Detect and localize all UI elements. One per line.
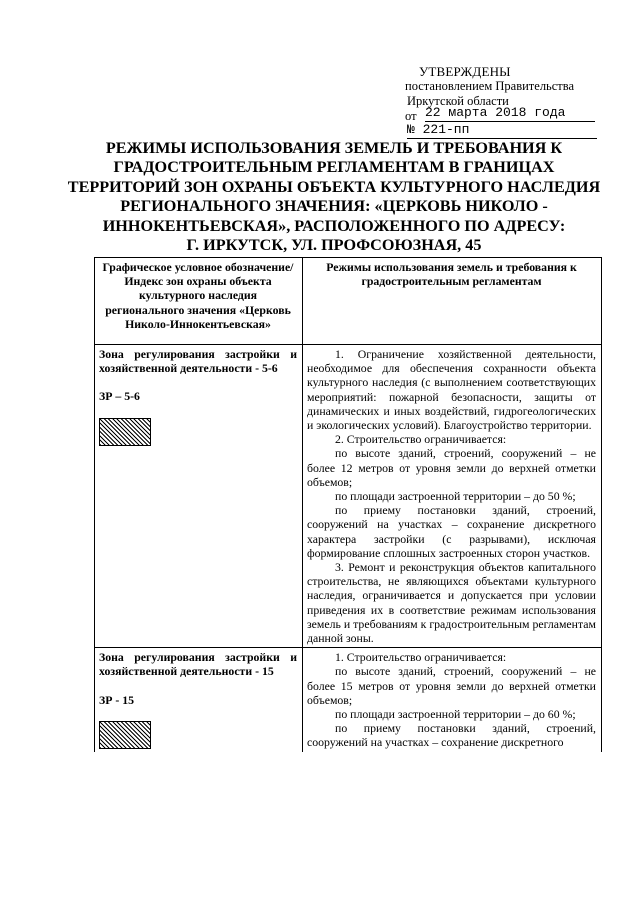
requirements-cell [303,345,602,648]
title-line: РЕГИОНАЛЬНОГО ЗНАЧЕНИЯ: «ЦЕРКОВЬ НИКОЛО - [120,197,548,216]
hatch-legend-symbol [99,721,151,749]
approval-date: 22 марта 2018 года [425,105,595,122]
approval-number: № 221-пп [407,122,597,139]
title-line: ГРАДОСТРОИТЕЛЬНЫМ РЕГЛАМЕНТАМ В ГРАНИЦАХ [113,158,555,177]
approval-title: УТВЕРЖДЕНЫ [419,64,511,79]
zone-name: Зона регулирования застройки и хозяйственной деятельности - 15 [99,650,297,679]
requirement-paragraph: по высоте зданий, строений, сооружений – не более 12 метров от уровня земли до верхней отметки объемов; [307,446,596,489]
table-row [95,345,602,648]
requirement-paragraph: 1. Строительство ограничивается: [335,650,507,665]
title-line: ТЕРРИТОРИЙ ЗОН ОХРАНЫ ОБЪЕКТА КУЛЬТУРНОГО НАСЛЕДИЯ [67,177,601,196]
zone-cell [95,345,303,648]
document-title [60,139,608,255]
title-line: Г. ИРКУТСК, УЛ. ПРОФСОЮЗНАЯ, 45 [186,236,482,255]
approval-date-prefix: от [405,109,417,123]
requirement-paragraph: по площади застроенной территории – до 50 %; [335,489,576,504]
requirement-paragraph: 3. Ремонт и реконструкция объектов капитального строительства, не являющихся объектами культурного наследия, ограничивается и допускается при условии приведения их в соответствие режимам использования земель и требованиям к градостроительным регламентам данной зоны. [307,560,596,646]
hatch-legend-symbol [99,418,151,446]
requirement-paragraph: по высоте зданий, строений, сооружений – не более 15 метров от уровня земли до верхней отметки объемов; [307,664,596,707]
requirement-paragraph: по приему постановки зданий, строений, сооружений на участках – сохранение дискретного [307,721,596,750]
requirement-paragraph: 1. Ограничение хозяйственной деятельности, необходимое для обеспечения сохранности объекта культурного наследия (с выполнением соответствующих мероприятий: пожарной безопасности, защиты от динамических и иных воздействий, гидрогеологических и экологических условий). Благоустройство территории. [307,347,596,433]
header-regimes: Режимы использования земель и требования к градостроительным регламентам [303,258,602,345]
zone-cell [95,648,303,752]
zone-code: ЗР - 15 [99,692,135,707]
regulations-table [94,257,602,752]
title-line: ИННОКЕНТЬЕВСКАЯ», РАСПОЛОЖЕННОГО ПО АДРЕСУ: [102,216,566,235]
requirement-paragraph: по площади застроенной территории – до 60 %; [335,707,576,722]
requirement-paragraph: по приему постановки зданий, строений, сооружений на участках – сохранение дискретного характера застройки (с разрывами), исключая формирование сплошных застроенных сторон участков. [307,503,596,560]
table-row [95,648,602,752]
header-legend: Графическое условное обозначение/Индекс зон охраны объекта культурного наследия регионального значения «Церковь Николо-Иннокентьевская» [95,258,303,345]
table-header-row [95,258,602,345]
zone-name: Зона регулирования застройки и хозяйственной деятельности - 5-6 [99,347,297,376]
zone-code: ЗР – 5-6 [99,389,140,404]
requirements-cell [303,648,602,752]
title-line: РЕЖИМЫ ИСПОЛЬЗОВАНИЯ ЗЕМЕЛЬ И ТРЕБОВАНИЯ К [105,139,563,157]
approval-region: Иркутской области [407,94,509,108]
requirement-paragraph: 2. Строительство ограничивается: [335,432,507,447]
approval-decree: постановлением Правительства [405,79,575,93]
